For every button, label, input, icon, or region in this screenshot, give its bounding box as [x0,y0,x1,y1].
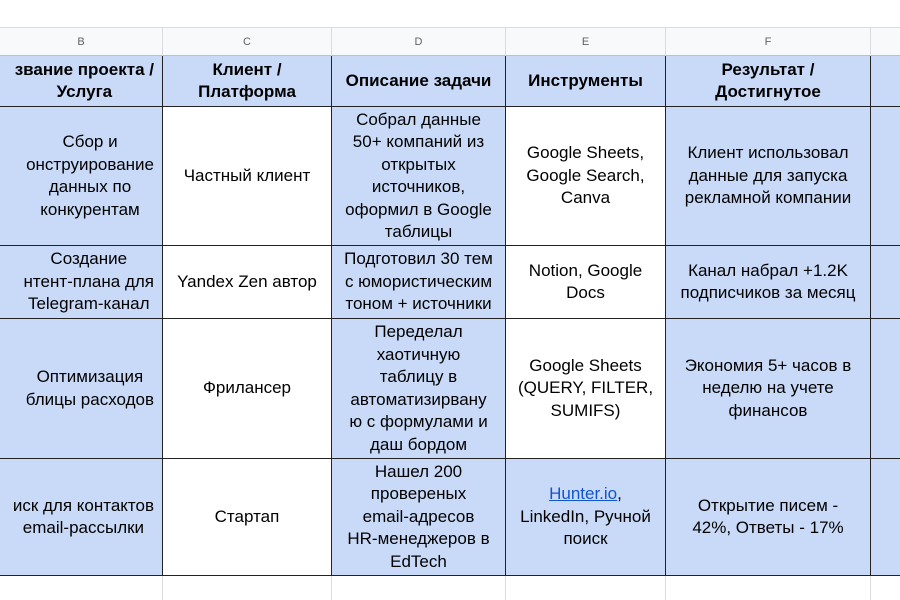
table-cell-description[interactable]: Подготовил 30 тем с юмористическим тоном + источники [332,246,506,319]
table-cell-empty[interactable] [871,107,900,246]
table-cell-project[interactable]: Создание нтент-плана для Telegram-канал [0,246,163,319]
table-cell-tools[interactable] [506,459,666,576]
column-header-e[interactable]: E [506,28,666,56]
column-header-f[interactable]: F [666,28,871,56]
hunter-link[interactable]: Hunter.io [549,484,618,504]
empty-cell[interactable] [0,576,163,600]
header-result[interactable]: Результат / Достигнутое [666,56,871,107]
table-cell-description[interactable]: Собрал данные 50+ компаний из открытых источников, оформил в Google таблицы [332,107,506,246]
table-cell-result[interactable]: Экономия 5+ часов в неделю на учете финансов [666,319,871,459]
header-client[interactable]: Клиент / Платформа [163,56,332,107]
table-cell-tools[interactable]: Notion, Google Docs [506,246,666,319]
table-cell-project[interactable]: Сбор и онструирование данных по конкурентам [0,107,163,246]
table-cell-description[interactable]: Нашел 200 провереных email-адресов HR-менеджеров в EdTech [332,459,506,576]
header-project[interactable]: звание проекта / Услуга [0,56,163,107]
table-cell-project[interactable]: Оптимизация блицы расходов [0,319,163,459]
table-cell-description[interactable]: Переделал хаотичную таблицу в автоматизирвану ю с формулами и даш бордом [332,319,506,459]
header-tools[interactable]: Инструменты [506,56,666,107]
column-header-d[interactable]: D [332,28,506,56]
header-empty-cell[interactable] [871,56,900,107]
table-cell-empty[interactable] [871,246,900,319]
column-header-b[interactable]: B [0,28,163,56]
table-cell-tools[interactable]: Google Sheets, Google Search, Canva [506,107,666,246]
header-description[interactable]: Описание задачи [332,56,506,107]
tools-text: , LinkedIn, Ручной поиск [520,484,651,549]
table-cell-tools[interactable]: Google Sheets (QUERY, FILTER, SUMIFS) [506,319,666,459]
table-cell-result[interactable]: Клиент использовал данные для запуска рекламной компании [666,107,871,246]
table-cell-client[interactable]: Фрилансер [163,319,332,459]
table-cell-project[interactable]: иск для контактов email-рассылки [0,459,163,576]
table-cell-result[interactable]: Канал набрал +1.2K подписчиков за месяц [666,246,871,319]
empty-cell[interactable] [332,576,506,600]
table-cell-result[interactable]: Открытие писем - 42%, Ответы - 17% [666,459,871,576]
empty-cell[interactable] [506,576,666,600]
column-header-g[interactable] [871,28,900,56]
table-cell-client[interactable]: Yandex Zen автор [163,246,332,319]
table-cell-client[interactable]: Частный клиент [163,107,332,246]
empty-cell[interactable] [666,576,871,600]
table-cell-client[interactable]: Стартап [163,459,332,576]
table-cell-empty[interactable] [871,459,900,576]
table-cell-empty[interactable] [871,319,900,459]
column-header-c[interactable]: C [163,28,332,56]
empty-cell[interactable] [163,576,332,600]
